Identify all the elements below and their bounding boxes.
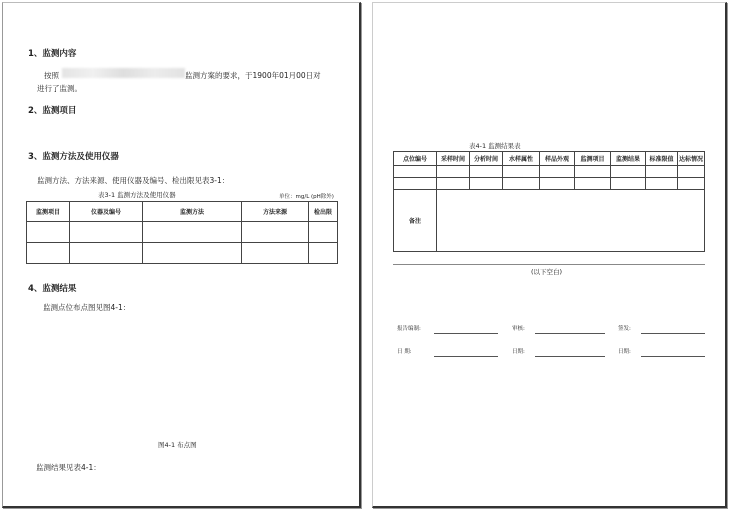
date-left-line — [434, 356, 498, 357]
results-header-point-id: 点位编号 — [394, 152, 437, 166]
document-page-1 — [2, 2, 361, 508]
document-page-2 — [372, 2, 727, 508]
section-1-para-line2: 进行了监测。 — [37, 84, 82, 93]
prepared-by-line — [434, 333, 498, 334]
remark-row — [394, 190, 705, 252]
methods-header-source: 方法来源 — [242, 202, 309, 222]
table-row — [394, 166, 705, 178]
section-1-para-prefix: 按照 — [44, 71, 59, 80]
methods-header-item: 监测项目 — [27, 202, 70, 222]
section-1-para-suffix: 监测方案的要求，于1900年01月00日对 — [185, 71, 321, 80]
issued-by-label: 签发: — [618, 326, 631, 332]
methods-header-instrument: 仪器及编号 — [70, 202, 143, 222]
results-table — [393, 151, 705, 252]
unit-note: 单位：mg/L (pH除外) — [279, 194, 334, 200]
remark-label: 备注 — [394, 190, 437, 252]
methods-table — [26, 201, 338, 264]
section-1-heading: 1、监测内容 — [28, 49, 77, 59]
results-header-limit: 标准限值 — [646, 152, 678, 166]
results-header-appearance: 样品外观 — [540, 152, 575, 166]
section-4-heading: 4、监测结果 — [28, 284, 77, 294]
methods-header-method: 监测方法 — [143, 202, 242, 222]
issued-by-line — [641, 333, 705, 334]
date-mid-line — [535, 356, 605, 357]
end-rule — [393, 264, 705, 265]
redacted-text — [62, 68, 185, 78]
date-mid-label: 日期: — [512, 349, 525, 355]
results-header-sampling-time: 采样时间 — [437, 152, 470, 166]
table-4-1-caption: 表4-1 监测结果表 — [469, 142, 521, 150]
reviewed-by-label: 审核: — [512, 326, 525, 332]
table-3-1-caption: 表3-1 监测方法及使用仪器 — [98, 191, 176, 199]
methods-header-detection-limit: 检出限 — [309, 202, 338, 222]
results-header-item: 监测项目 — [575, 152, 611, 166]
section-3-heading: 3、监测方法及使用仪器 — [28, 152, 119, 162]
results-header-compliance: 达标情况 — [678, 152, 705, 166]
date-right-label: 日期: — [618, 349, 631, 355]
remark-cell — [437, 190, 705, 252]
date-left-label: 日 期: — [397, 349, 412, 355]
table-row — [394, 178, 705, 190]
section-4-para: 监测点位布点图见图4-1： — [43, 303, 131, 312]
reviewed-by-line — [535, 333, 605, 334]
section-3-para: 监测方法、方法来源、使用仪器及编号、检出限见表3-1： — [37, 176, 230, 185]
table-row — [27, 222, 338, 243]
results-reference: 监测结果见表4-1： — [36, 463, 101, 472]
prepared-by-label: 报告编制: — [397, 326, 421, 332]
date-right-line — [641, 356, 705, 357]
results-header-analysis-time: 分析时间 — [470, 152, 503, 166]
results-header-result: 监测结果 — [611, 152, 646, 166]
section-2-heading: 2、监测项目 — [28, 106, 77, 116]
table-row — [27, 243, 338, 264]
results-header-sample-type: 水样属性 — [503, 152, 540, 166]
blank-note: (以下空白) — [531, 268, 563, 276]
figure-4-1-caption: 图4-1 布点图 — [158, 441, 197, 449]
